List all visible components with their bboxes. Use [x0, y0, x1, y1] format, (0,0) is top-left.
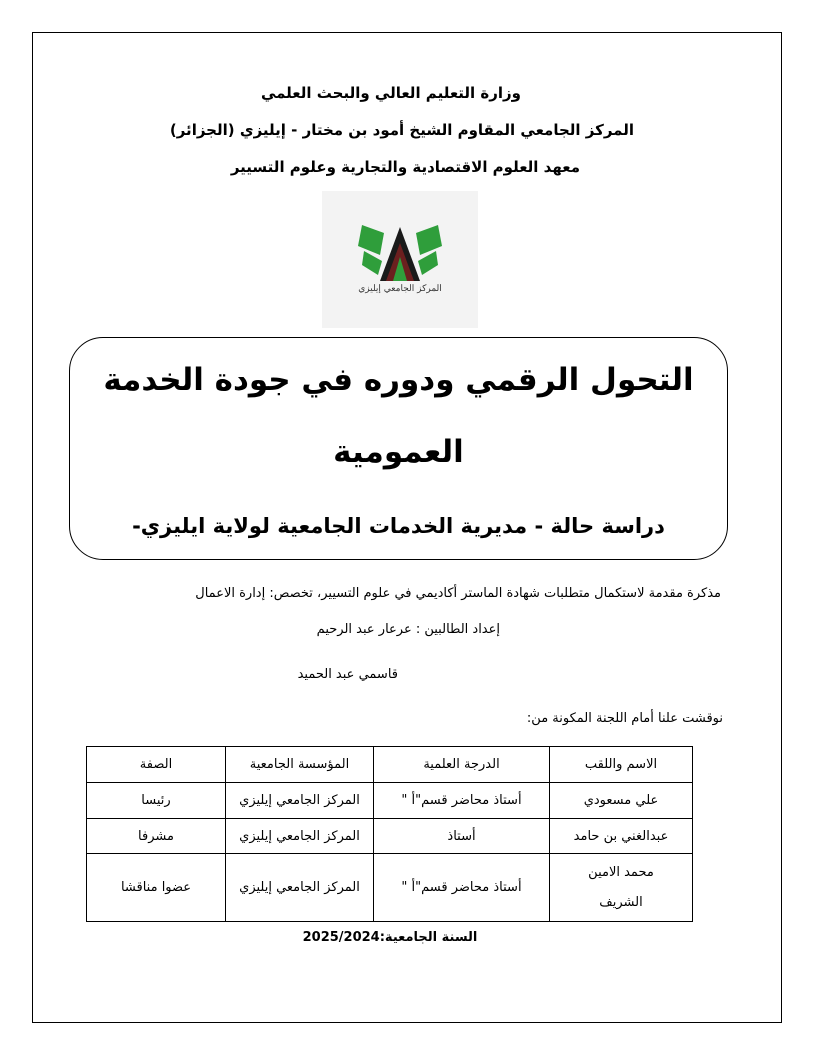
- cell-role: عضوا مناقشا: [87, 854, 226, 922]
- cell-role: رئيسا: [87, 783, 226, 819]
- academic-year: السنة الجامعية:2025/2024: [302, 930, 478, 945]
- logo-leaf-right-top: [416, 225, 442, 255]
- memo-purpose: مذكرة مقدمة لاستكمال متطلبات شهادة الماستر أكاديمي في علوم التسيير، تخصص: إدارة الاعمال: [195, 586, 721, 601]
- logo-caption: المركز الجامعي إيليزي: [358, 284, 442, 294]
- committee-table: [86, 746, 693, 922]
- table-row: [87, 854, 693, 922]
- case-study-subtitle: دراسة حالة - مديرية الخدمات الجامعية لولاية ايليزي-: [132, 514, 665, 538]
- ministry-heading: وزارة التعليم العالي والبحث العلمي: [260, 84, 521, 102]
- cell-name-line1: محمد الامين: [588, 864, 654, 880]
- header-institution: المؤسسة الجامعية: [226, 747, 374, 783]
- cell-role: مشرفا: [87, 819, 226, 854]
- student-two-name: قاسمي عبد الحميد: [297, 667, 398, 682]
- prepared-by: إعداد الطالبين : عرعار عبد الرحيم: [316, 622, 500, 637]
- university-heading: المركز الجامعي المقاوم الشيخ أمود بن مختار - إيليزي (الجزائر): [169, 121, 634, 139]
- committee-intro: نوقشت علنا أمام اللجنة المكونة من:: [526, 711, 723, 726]
- table-row: [87, 783, 693, 819]
- logo-leaf-right-bottom: [418, 251, 438, 275]
- thesis-title-box: [69, 337, 728, 560]
- cell-rank: أستاذ: [374, 819, 550, 854]
- logo-leaf-left-top: [358, 225, 384, 255]
- university-logo: [322, 191, 478, 328]
- cell-name-line2: الشريف: [599, 894, 643, 910]
- table-header-row: [87, 747, 693, 783]
- logo-emblem-icon: [322, 191, 478, 328]
- table-row: [87, 819, 693, 854]
- cell-institution: المركز الجامعي إيليزي: [226, 783, 374, 819]
- cell-rank: أستاذ محاضر قسم"أ ": [374, 854, 550, 922]
- logo-leaf-left-bottom: [362, 251, 382, 275]
- cell-rank: أستاذ محاضر قسم"أ ": [374, 783, 550, 819]
- thesis-title-line1: التحول الرقمي ودوره في جودة الخدمة: [103, 362, 694, 398]
- header-name: الاسم واللقب: [550, 747, 693, 783]
- header-rank: الدرجة العلمية: [374, 747, 550, 783]
- cell-institution: المركز الجامعي إيليزي: [226, 854, 374, 922]
- cell-name: علي مسعودي: [550, 783, 693, 819]
- cell-name: [550, 854, 693, 922]
- cell-name: عبدالغني بن حامد: [550, 819, 693, 854]
- thesis-title-line2: العمومية: [333, 434, 464, 470]
- header-role: الصفة: [87, 747, 226, 783]
- cell-institution: المركز الجامعي إيليزي: [226, 819, 374, 854]
- institute-heading: معهد العلوم الاقتصادية والتجارية وعلوم التسيير: [230, 158, 580, 176]
